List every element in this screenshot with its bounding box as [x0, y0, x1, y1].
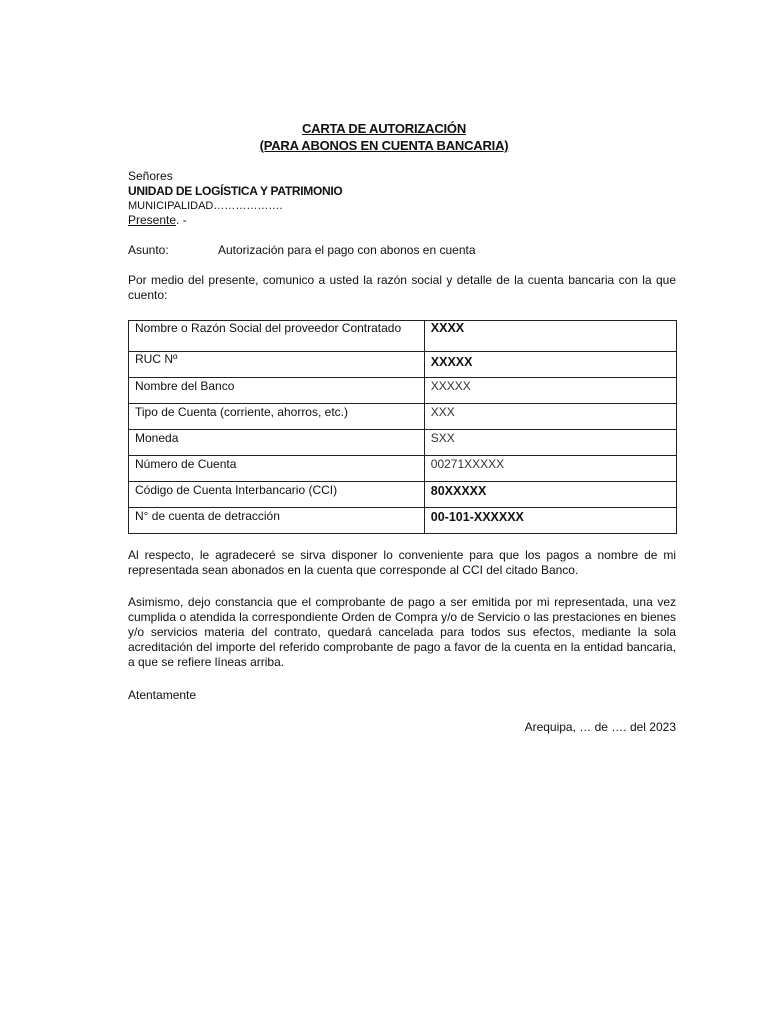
table-row	[129, 430, 677, 456]
document-subtitle: (PARA ABONOS EN CUENTA BANCARIA)	[259, 138, 509, 153]
table-row	[129, 482, 677, 508]
row-value: 00-101-XXXXXX	[424, 508, 676, 534]
table-row	[129, 456, 677, 482]
row-label: N° de cuenta de detracción	[129, 508, 425, 534]
recipient-unit: UNIDAD DE LOGÍSTICA Y PATRIMONIO	[128, 184, 343, 198]
subject-label: Asunto:	[128, 243, 169, 257]
row-value: SXX	[424, 430, 676, 456]
row-label: Moneda	[129, 430, 425, 456]
row-label: RUC Nº	[129, 352, 425, 378]
row-value: XXX	[424, 404, 676, 430]
row-label: Número de Cuenta	[129, 456, 425, 482]
paragraph-respecto: Al respecto, le agradeceré se sirva disponer lo conveniente para que los pagos a nombre de mi representada sean abonados en la cuenta que corresponde al CCI del citado Banco.	[128, 548, 676, 577]
row-value: XXXX	[424, 321, 676, 352]
row-value: XXXXX	[424, 352, 676, 378]
table-row	[129, 508, 677, 534]
row-label: Nombre o Razón Social del proveedor Contratado	[129, 321, 425, 352]
recipient-municipality: MUNICIPALIDAD……………….	[128, 200, 283, 212]
title-block	[0, 120, 768, 154]
greeting: Señores	[128, 169, 173, 183]
table-row	[129, 404, 677, 430]
presente-word: Presente	[128, 213, 177, 227]
intro-paragraph: Por medio del presente, comunico a usted la razón social y detalle de la cuenta bancaria con la que cuento:	[128, 273, 676, 302]
table-row	[129, 352, 677, 378]
date-line: Arequipa, … de …. del 2023	[524, 720, 676, 734]
row-value: 00271XXXXX	[424, 456, 676, 482]
document-title: CARTA DE AUTORIZACIÓN	[301, 121, 467, 136]
presente-line	[128, 213, 676, 228]
paragraph-asimismo: Asimismo, dejo constancia que el comprobante de pago a ser emitida por mi representada, una vez cumplida o atendida la correspondiente Orden de Compra y/o de Servicio o las prestaciones en bienes y/o servicios materia del contrato, quedará cancelada para todos sus efectos, mediante la sola acreditación del importe del referido comprobante de pago a favor de la cuenta en la entidad bancaria, a que se refiere líneas arriba.	[128, 595, 676, 669]
closing: Atentamente	[128, 688, 197, 702]
table-row	[129, 378, 677, 404]
subject-text: Autorización para el pago con abonos en cuenta	[218, 243, 476, 257]
row-label: Código de Cuenta Interbancario (CCI)	[129, 482, 425, 508]
bank-details-table	[128, 320, 677, 534]
row-label: Tipo de Cuenta (corriente, ahorros, etc.)	[129, 404, 425, 430]
row-label: Nombre del Banco	[129, 378, 425, 404]
row-value: XXXXX	[424, 378, 676, 404]
presente-suffix: . -	[176, 213, 187, 227]
table-row	[129, 321, 677, 352]
subject-line	[128, 243, 676, 258]
row-value: 80XXXXX	[424, 482, 676, 508]
